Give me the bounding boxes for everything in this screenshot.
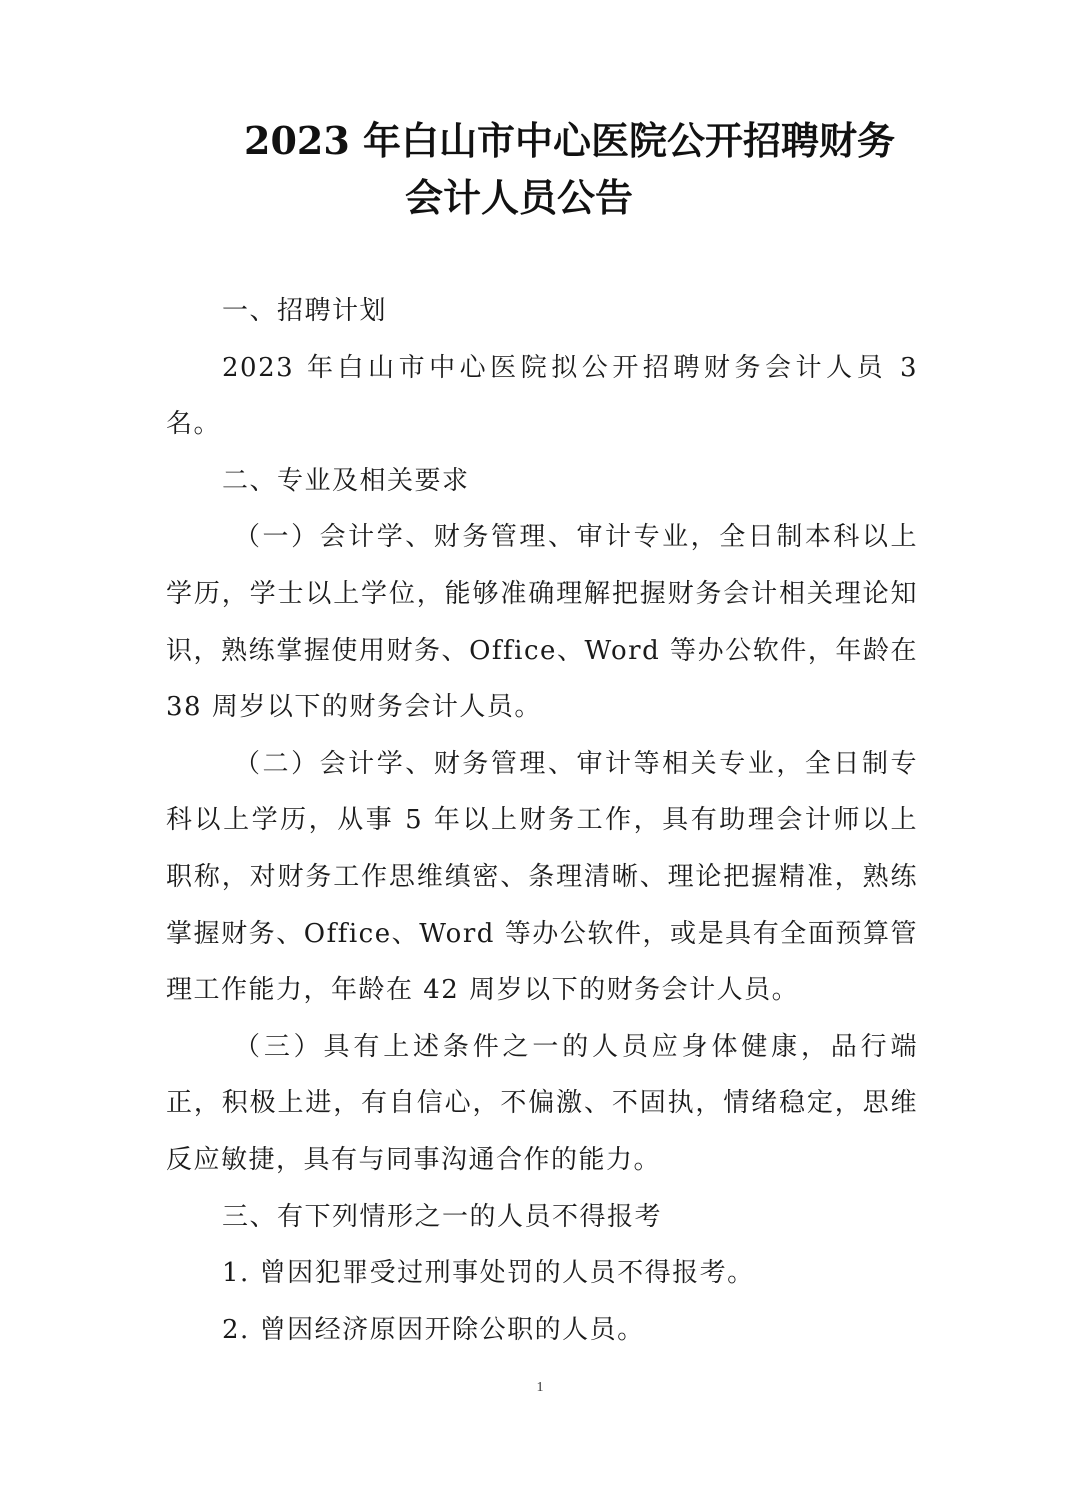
document-body [166, 283, 918, 1358]
document-title-line-1: 2023 年白山市中心医院公开招聘财务 [244, 118, 895, 163]
section-3-item-1: 1. 曾因犯罪受过刑事处罚的人员不得报考。 [222, 1258, 755, 1289]
section-1-text: 2023 年白山市中心医院拟公开招聘财务会计人员 3 名。 [166, 352, 918, 440]
section-1-heading: 一、招聘计划 [222, 296, 388, 326]
document-title-line-2: 会计人员公告 [405, 175, 634, 220]
page-number: 1 [536, 1380, 544, 1395]
section-2-heading: 二、专业及相关要求 [222, 465, 470, 496]
section-3-heading: 三、有下列情形之一的人员不得报考 [222, 1201, 663, 1232]
section-2-item-2: （二）会计学、财务管理、审计等相关专业，全日制专科以上学历，从事 5 年以上财务工作，具有助理会计师以上职称，对财务工作思维缜密、条理清晰、理论把握精准，熟练掌握财务、Office、Word 等办公软件，或是具有全面预算管理工作能力，年龄在 42 周岁以下的财务会计人员。 [166, 748, 918, 1006]
section-3-item-2: 2. 曾因经济原因开除公职的人员。 [222, 1314, 645, 1345]
section-2-item-1: （一）会计学、财务管理、审计专业，全日制本科以上学历，学士以上学位，能够准确理解把握财务会计相关理论知识，熟练掌握使用财务、Office、Word 等办公软件，年龄在 38 周岁以下的财务会计人员。 [166, 522, 918, 723]
section-2-item-3: （三）具有上述条件之一的人员应身体健康，品行端正，积极上进，有自信心，不偏激、不固执，情绪稳定，思维反应敏捷，具有与同事沟通合作的能力。 [166, 1031, 918, 1175]
